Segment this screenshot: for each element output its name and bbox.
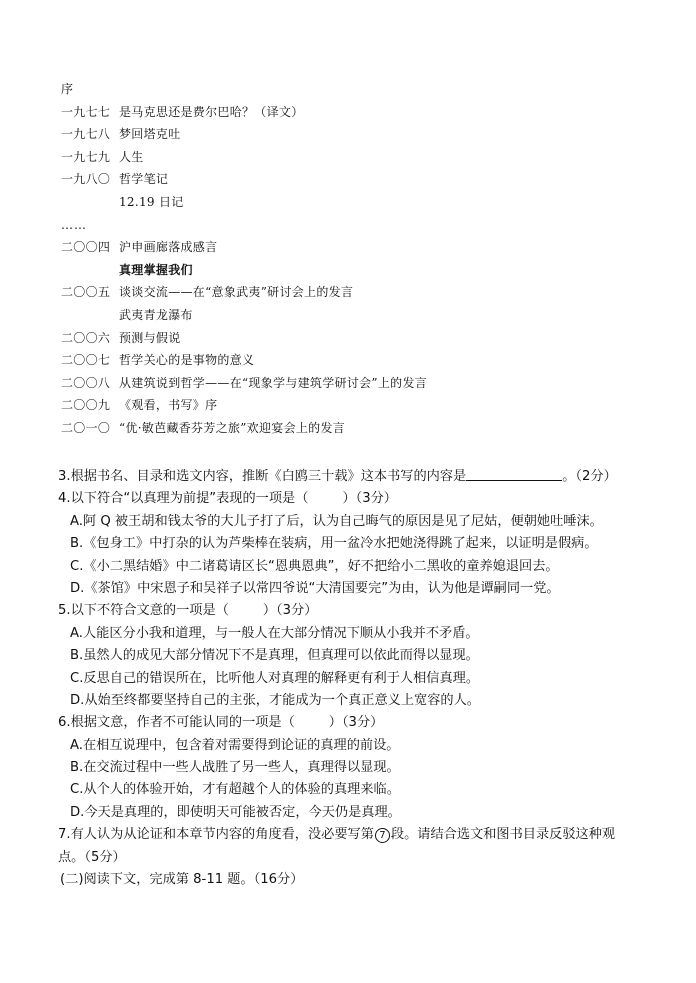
question-3-points: 。（2分） — [562, 469, 617, 484]
toc-entry — [61, 236, 661, 259]
circled-paragraph-number: 7 — [375, 828, 390, 843]
questions-section — [58, 466, 658, 891]
toc-entry — [61, 349, 661, 372]
toc-entry — [61, 394, 661, 417]
option-a: A.人能区分小我和道理，与一般人在大部分情况下顺从小我并不矛盾。 — [70, 625, 479, 641]
option-c: C.从个人的体验开始，才有超越个人的体验的真理来临。 — [70, 782, 400, 798]
option-a: A.阿 Q 被王胡和钱太爷的大儿子打了后，认为自己晦气的原因是见了尼姑，便朝她吐唾沫。 — [70, 513, 603, 529]
question-5-points: ）（3分） — [262, 603, 318, 619]
toc-entry — [61, 123, 661, 146]
option-b: B.虽然人的成见大部分情况下不是真理，但真理可以依此而得以显现。 — [70, 648, 479, 664]
toc-entry — [61, 327, 661, 350]
toc-year: 二〇〇五 — [61, 285, 111, 300]
option-d: D.《茶馆》中宋恩子和吴祥子以常四爷说“大清国要完”为由，认为他是谭嗣同一党。 — [70, 580, 560, 596]
toc-subentry: 武夷青龙瀑布 — [119, 307, 193, 322]
toc-entry-title: 预测与假说 — [119, 330, 181, 345]
toc-year: 二〇〇八 — [61, 375, 111, 390]
option-b: B.在交流过程中一些人战胜了另一些人，真理得以显现。 — [70, 760, 400, 776]
toc-subentry: 12.19 日记 — [119, 194, 184, 209]
question-5-stem: 5.以下不符合文意的一项是（ — [58, 603, 229, 619]
option-a: A.在相互说理中，包含着对需要得到论证的真理的前设。 — [70, 737, 400, 753]
toc-year: 二〇〇四 — [61, 240, 111, 255]
table-of-contents — [61, 78, 661, 440]
question-4 — [58, 488, 658, 510]
toc-entry-title: 哲学关心的是事物的意义 — [119, 353, 255, 368]
option-c: C.反思自己的错误所在，比听他人对真理的解释更有利于人相信真理。 — [70, 670, 480, 686]
toc-entry-title: 是马克思还是费尔巴哈？（译文） — [119, 104, 304, 119]
toc-year: 二〇〇六 — [61, 330, 111, 345]
toc-year: 二〇一〇 — [61, 420, 111, 435]
toc-entry — [61, 146, 661, 169]
question-3 — [58, 466, 658, 488]
toc-entry-title: 沪申画廊落成感言 — [119, 240, 218, 255]
toc-entry-title: 从建筑说到哲学——在“现象学与建筑学研讨会”上的发言 — [119, 375, 428, 390]
question-7-text-tail: 段。请结合选文和图书目录反驳这种观 — [390, 827, 616, 843]
question-3-text: 3.根据书名、目录和选文内容，推断《白鸥三十载》这本书写的内容是 — [58, 469, 467, 484]
question-6-stem: 6.根据文意，作者不可能认同的一项是（ — [58, 715, 295, 731]
question-4-stem: 4.以下符合“以真理为前提”表现的一项是（ — [58, 491, 309, 507]
toc-ellipsis: …… — [61, 217, 87, 232]
question-6-points: ）（3分） — [328, 715, 384, 731]
option-c: C.《小二黑结婚》中二诸葛请区长“恩典恩典”，好不把给小二黑收的童养媳退回去。 — [70, 558, 559, 574]
toc-entry — [61, 101, 661, 124]
toc-year: 一九七七 — [61, 104, 111, 119]
toc-year: 一九七八 — [61, 127, 111, 142]
answer-blank[interactable] — [466, 466, 562, 481]
toc-entry — [61, 372, 661, 395]
toc-entry-title: 谈谈交流——在“意象武夷”研讨会上的发言 — [119, 285, 354, 300]
option-d: D.从始至终都要坚持自己的主张，才能成为一个真正意义上宽容的人。 — [70, 692, 480, 708]
toc-year: 二〇〇九 — [61, 398, 111, 413]
toc-title: 序 — [61, 82, 74, 96]
toc-entry-title: 《观看，书写》序 — [119, 398, 218, 413]
question-7 — [58, 824, 658, 846]
toc-year: 二〇〇七 — [61, 353, 111, 368]
toc-entry — [61, 168, 661, 191]
question-4-points: ）（3分） — [342, 491, 397, 507]
option-d: D.今天是真理的，即使明天可能被否定，今天仍是真理。 — [70, 804, 401, 820]
toc-entry-title: 人生 — [119, 149, 144, 164]
toc-entry-title: 梦回塔克吐 — [119, 127, 181, 142]
toc-subentry-highlighted: 真理掌握我们 — [119, 262, 193, 277]
question-7-points: 点。（5分） — [58, 849, 126, 865]
toc-entry-title: 哲学笔记 — [119, 172, 169, 187]
toc-entry — [61, 417, 661, 440]
toc-year: 一九八〇 — [61, 172, 111, 187]
question-7-text: 7.有人认为从论证和本章节内容的角度看，没必要写第 — [58, 827, 374, 843]
toc-entry — [61, 281, 661, 304]
toc-year: 一九七九 — [61, 149, 111, 164]
question-6 — [58, 712, 658, 734]
option-b: B.《包身工》中打杂的认为芦柴棒在装病，用一盆冷水把她浇得跳了起来，以证明是假病。 — [70, 536, 598, 552]
section-2-heading: (二)阅读下文，完成第 8-11 题。（16分） — [60, 872, 304, 888]
question-5 — [58, 600, 658, 622]
toc-entry-title: “优·敏芭藏香芬芳之旅”欢迎宴会上的发言 — [119, 420, 346, 435]
